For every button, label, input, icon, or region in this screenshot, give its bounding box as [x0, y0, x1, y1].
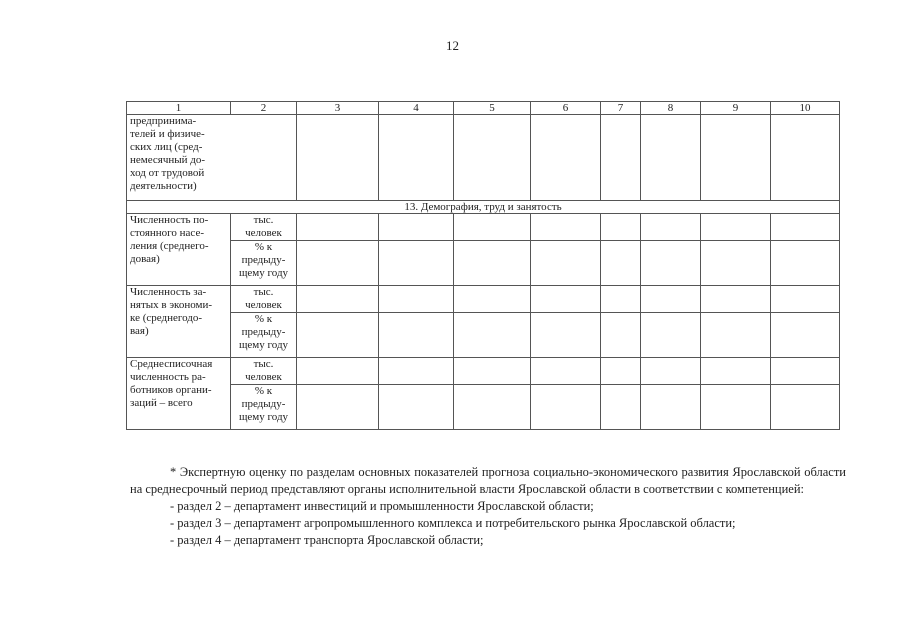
unit-line: тыс. [253, 214, 274, 226]
table-cell-empty [601, 115, 641, 201]
indicator-label-line: предпринима- [130, 115, 197, 127]
table-row [127, 286, 840, 313]
table-cell-empty [531, 313, 601, 358]
table-cell-empty [641, 313, 701, 358]
unit-line: человек [245, 227, 282, 239]
table-cell-empty [297, 115, 379, 201]
indicator-label-line: ход от трудовой [130, 167, 205, 179]
table-cell-empty [641, 214, 701, 241]
unit-line: предыду- [241, 326, 286, 338]
indicator-label-line: вая) [130, 325, 149, 337]
table-cell-empty [701, 286, 771, 313]
table-cell-empty [701, 214, 771, 241]
unit-line: человек [245, 299, 282, 311]
table-cell-empty [771, 214, 840, 241]
table-cell-empty [601, 385, 641, 430]
unit-cell [231, 286, 297, 313]
table-cell-empty [601, 358, 641, 385]
unit-line: щему году [238, 267, 289, 279]
table-cell-empty [601, 313, 641, 358]
unit-line: % к [254, 241, 273, 253]
table-cell-empty [531, 115, 601, 201]
unit-cell [231, 358, 297, 385]
table-cell-empty [641, 385, 701, 430]
table-cell-empty [297, 313, 379, 358]
column-header: 8 [641, 102, 701, 115]
table-cell-empty [771, 115, 840, 201]
table-cell-empty [701, 115, 771, 201]
table-row-carryover [127, 115, 840, 201]
table-cell-empty [701, 241, 771, 286]
unit-cell [231, 241, 297, 286]
indicator-label [127, 286, 231, 358]
unit-line: щему году [238, 411, 289, 423]
column-header: 6 [531, 102, 601, 115]
indicator-label-line: Численность по- [130, 214, 209, 226]
table-cell-empty [379, 358, 454, 385]
table-header-row [127, 102, 840, 115]
indicator-label [127, 214, 231, 286]
table-cell-empty [379, 115, 454, 201]
indicators-table [126, 101, 840, 430]
table-cell-empty [701, 313, 771, 358]
table-cell-empty [701, 358, 771, 385]
indicator-label-line: ботников органи- [130, 384, 212, 396]
table-cell-empty [771, 358, 840, 385]
indicator-label-line: заций – всего [130, 397, 193, 409]
unit-line: предыду- [241, 398, 286, 410]
column-header: 5 [454, 102, 531, 115]
table-cell-empty [601, 214, 641, 241]
footnote-item: - раздел 2 – департамент инвестиций и промышленности Ярославской области; [170, 499, 594, 513]
table-row [127, 385, 840, 430]
table-cell-empty [454, 313, 531, 358]
column-header: 9 [701, 102, 771, 115]
table-cell-empty [454, 241, 531, 286]
indicator-label-line: ских лиц (сред- [130, 141, 203, 153]
table-cell-empty [531, 358, 601, 385]
footnote-text: * Экспертную оценку по разделам основных показателей прогноза социально-экономического развития Ярославской области на среднесрочный период представляют органы исполнительной власти Ярославской области в соответствии с компетенцией: [130, 465, 846, 496]
indicator-label-line: ления (среднего- [130, 240, 209, 252]
indicator-label-line: телей и физиче- [130, 128, 205, 140]
indicator-label [127, 358, 231, 430]
table-cell-empty [454, 358, 531, 385]
column-header: 3 [297, 102, 379, 115]
table-cell-empty [771, 286, 840, 313]
table-cell-empty [297, 358, 379, 385]
indicator-label-line: Среднесписочная [130, 358, 213, 370]
unit-line: тыс. [253, 358, 274, 370]
table-cell-empty [641, 241, 701, 286]
table-cell-empty [531, 241, 601, 286]
table-cell-empty [531, 214, 601, 241]
table-cell-empty [297, 214, 379, 241]
unit-line: % к [254, 313, 273, 325]
indicator-label [127, 115, 297, 201]
indicator-label-line: деятельности) [130, 180, 197, 192]
table-cell-empty [379, 385, 454, 430]
table-cell-empty [641, 115, 701, 201]
indicator-label-line: довая) [130, 253, 160, 265]
table-cell-empty [379, 214, 454, 241]
column-header: 10 [771, 102, 840, 115]
table-cell-empty [531, 286, 601, 313]
table-cell-empty [641, 358, 701, 385]
table-row [127, 214, 840, 241]
indicator-label-line: стоянного насе- [130, 227, 204, 239]
table-cell-empty [297, 286, 379, 313]
indicator-label-line: немесячный до- [130, 154, 206, 166]
section-title: 13. Демография, труд и занятость [127, 201, 840, 214]
indicator-label-line: численность ра- [130, 371, 206, 383]
indicator-label-line: Численность за- [130, 286, 207, 298]
table-row [127, 313, 840, 358]
table-cell-empty [601, 286, 641, 313]
unit-cell [231, 385, 297, 430]
footnote [130, 464, 846, 549]
table-cell-empty [701, 385, 771, 430]
column-header: 1 [127, 102, 231, 115]
unit-line: человек [245, 371, 282, 383]
table-cell-empty [771, 241, 840, 286]
indicator-label-line: ке (среднегодо- [130, 312, 203, 324]
footnote-item: - раздел 4 – департамент транспорта Ярославской области; [170, 533, 484, 547]
table-cell-empty [297, 385, 379, 430]
indicator-label-line: нятых в экономи- [130, 299, 213, 311]
unit-line: тыс. [253, 286, 274, 298]
unit-cell [231, 214, 297, 241]
table-cell-empty [641, 286, 701, 313]
table-cell-empty [379, 286, 454, 313]
table-cell-empty [379, 241, 454, 286]
table-cell-empty [454, 115, 531, 201]
table-cell-empty [454, 385, 531, 430]
table-cell-empty [297, 241, 379, 286]
table-cell-empty [454, 214, 531, 241]
table-cell-empty [531, 385, 601, 430]
column-header: 4 [379, 102, 454, 115]
unit-line: предыду- [241, 254, 286, 266]
column-header: 7 [601, 102, 641, 115]
column-header: 2 [231, 102, 297, 115]
table-cell-empty [454, 286, 531, 313]
page-number: 12 [446, 38, 459, 53]
table-cell-empty [601, 241, 641, 286]
footnote-item: - раздел 3 – департамент агропромышленного комплекса и потребительского рынка Ярославской области; [170, 516, 736, 530]
table-row [127, 241, 840, 286]
table-cell-empty [771, 313, 840, 358]
table-cell-empty [771, 385, 840, 430]
section-row [127, 201, 840, 214]
unit-cell [231, 313, 297, 358]
table-row [127, 358, 840, 385]
unit-line: % к [254, 385, 273, 397]
unit-line: щему году [238, 339, 289, 351]
table-cell-empty [379, 313, 454, 358]
